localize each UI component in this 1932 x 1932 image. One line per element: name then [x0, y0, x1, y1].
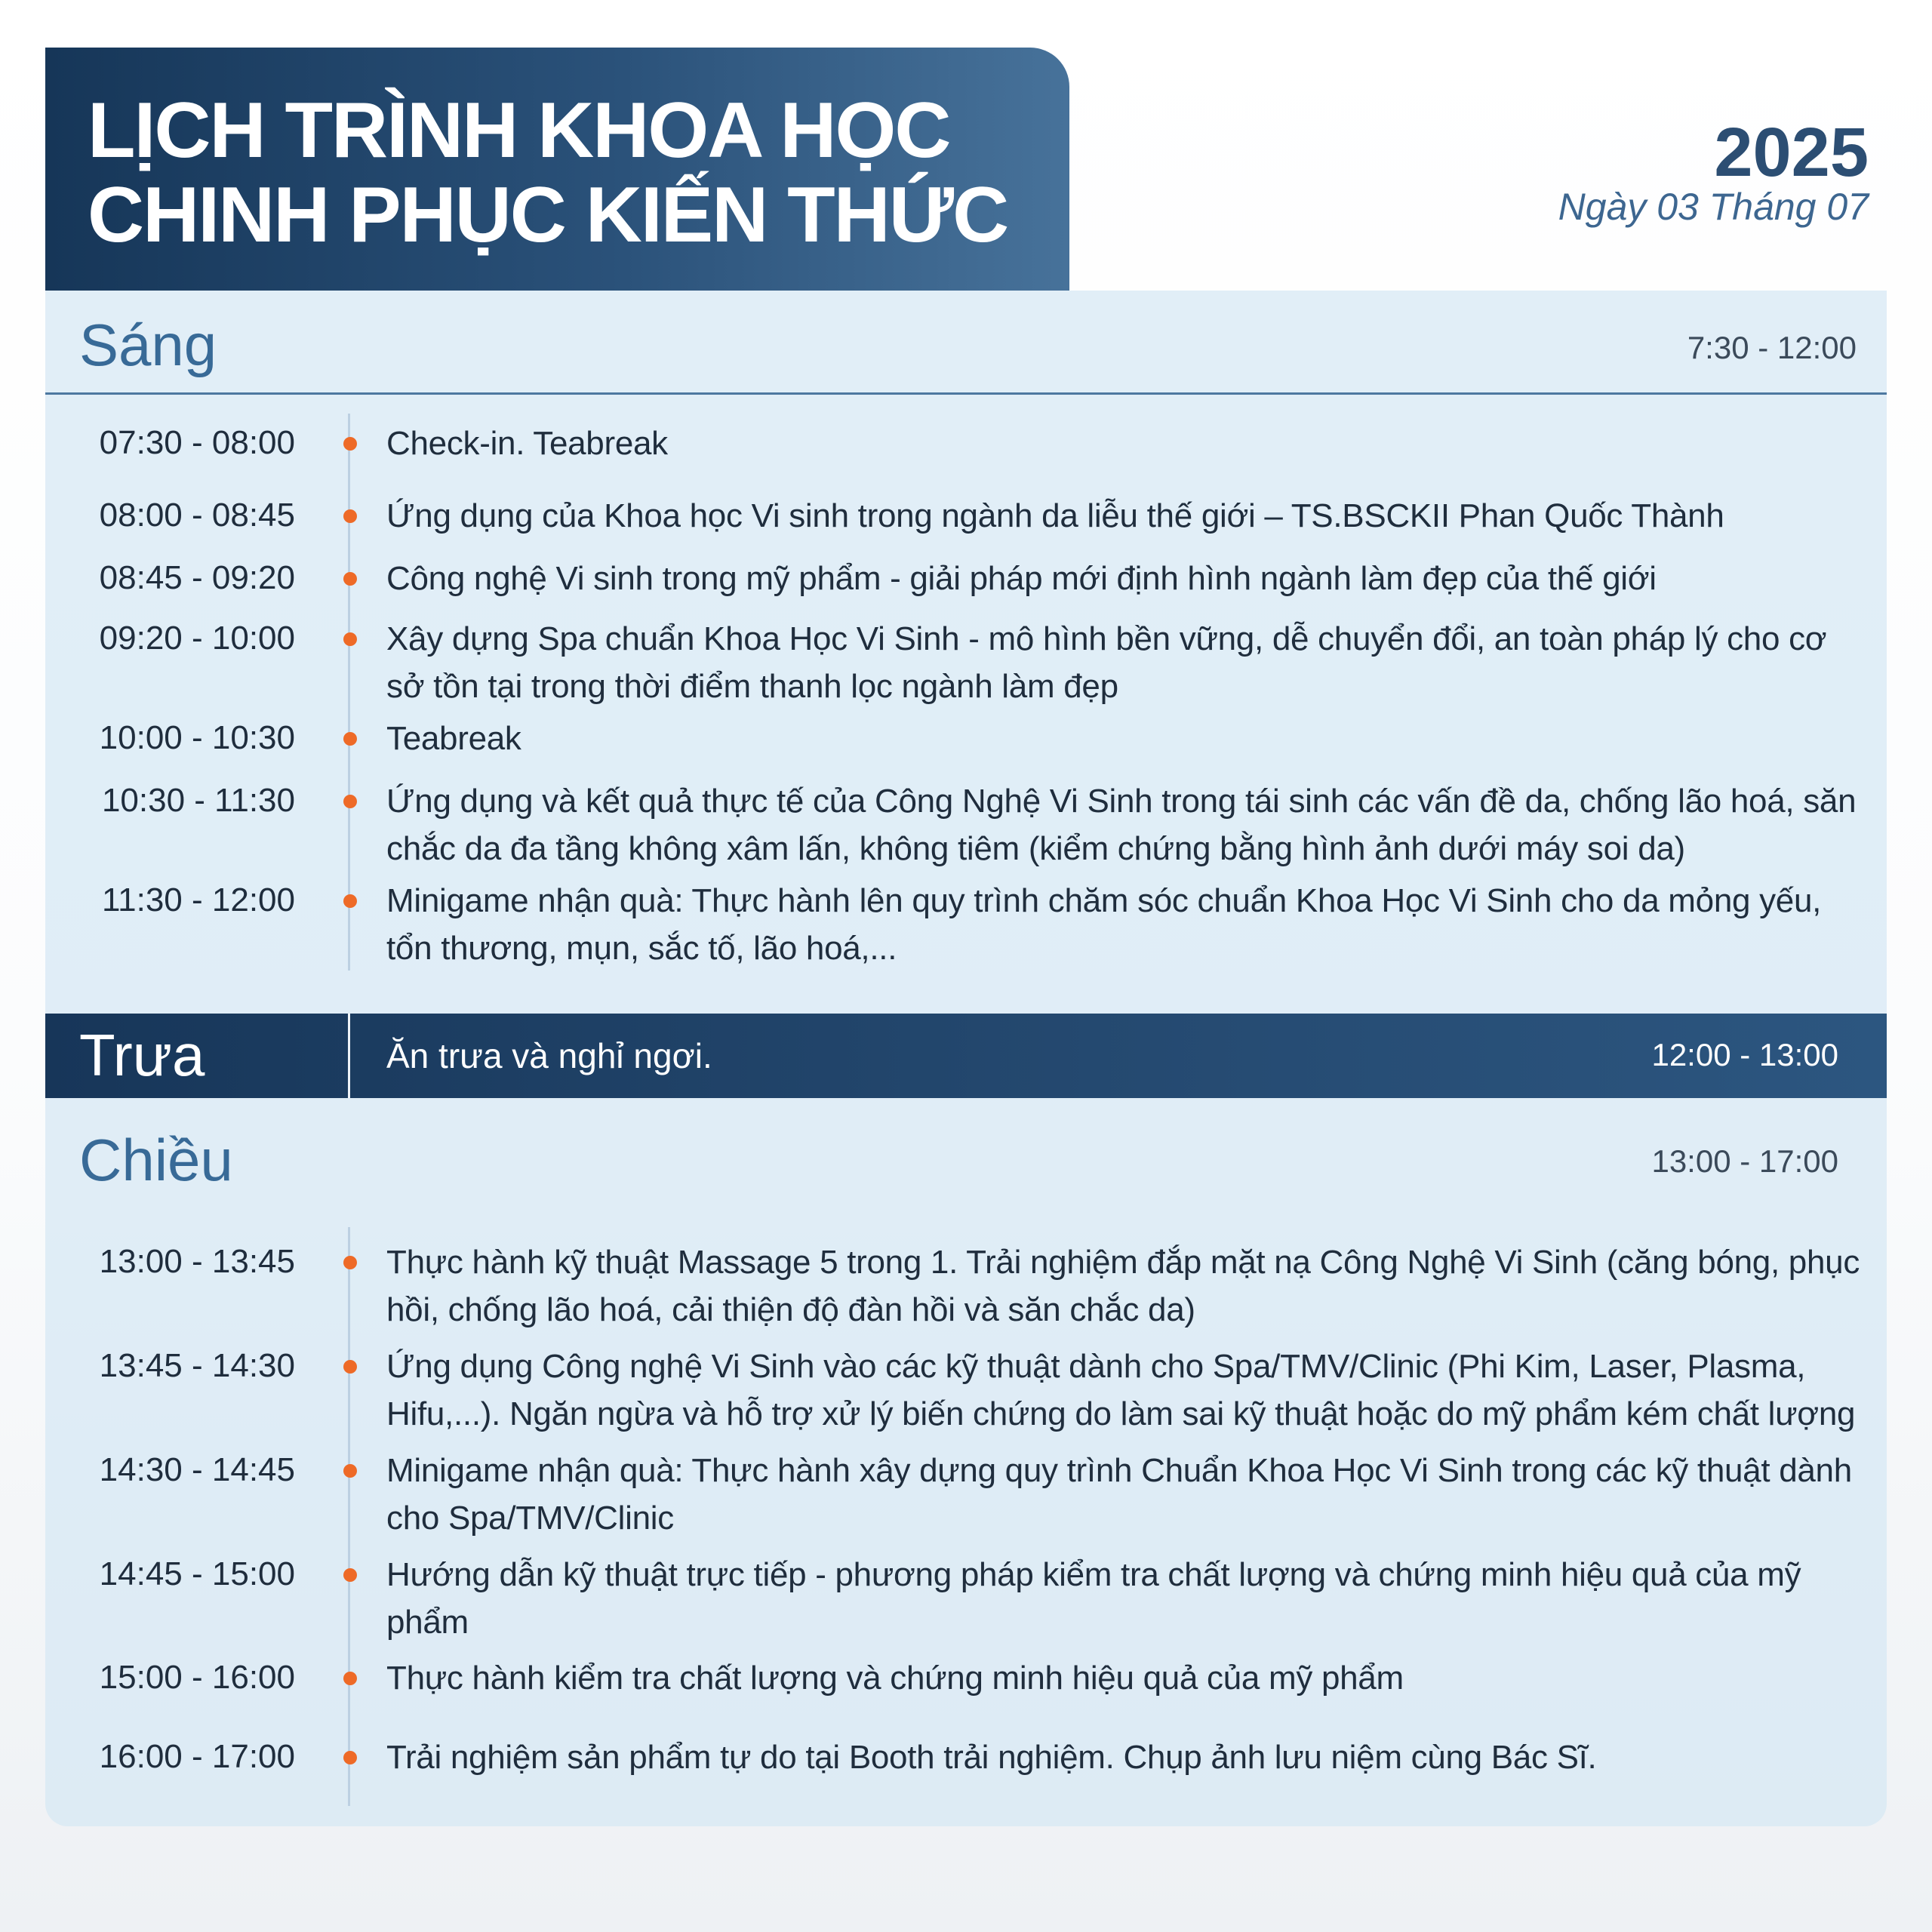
bullet-dot — [343, 1360, 357, 1374]
schedule-desc: Thực hành kiểm tra chất lượng và chứng minh hiệu quả của mỹ phẩm — [386, 1660, 1404, 1697]
bullet-dot — [343, 437, 357, 451]
morning-title: Sáng — [79, 312, 217, 378]
bullet-dot — [343, 894, 357, 908]
lunch-band — [45, 1014, 1887, 1098]
schedule-time: 13:45 - 14:30 — [99, 1347, 295, 1384]
schedule-time: 10:00 - 10:30 — [99, 719, 295, 756]
schedule-time: 09:20 - 10:00 — [99, 620, 295, 657]
schedule-desc: Công nghệ Vi sinh trong mỹ phẩm - giải pháp mới định hình ngành làm đẹp của thế giới — [386, 560, 1657, 597]
schedule-time: 15:00 - 16:00 — [99, 1659, 295, 1696]
lunch-range: 12:00 - 13:00 — [1651, 1037, 1838, 1072]
schedule-time: 13:00 - 13:45 — [99, 1243, 295, 1280]
bullet-dot — [343, 572, 357, 586]
schedule-desc: Minigame nhận quà: Thực hành lên quy trình chăm sóc chuẩn Khoa Học Vi Sinh cho da mỏng yếu, tổn thương, mụn, sắc tố, lão hoá,... — [386, 882, 1822, 967]
lunch-text: Ăn trưa và nghỉ ngơi. — [386, 1036, 712, 1075]
bullet-dot — [343, 632, 357, 646]
bullet-dot — [343, 1568, 357, 1582]
schedule-desc: Ứng dụng của Khoa học Vi sinh trong ngành da liễu thế giới – TS.BSCKII Phan Quốc Thành — [386, 497, 1724, 534]
lunch-title: Trưa — [79, 1022, 205, 1088]
schedule-time: 14:45 - 15:00 — [99, 1555, 295, 1592]
schedule-desc: Check-in. Teabreak — [386, 425, 668, 462]
schedule-time: 16:00 - 17:00 — [99, 1738, 295, 1775]
bullet-dot — [343, 509, 357, 523]
bullet-dot — [343, 1672, 357, 1685]
bullet-dot — [343, 795, 357, 808]
schedule-time: 08:45 - 09:20 — [99, 559, 295, 596]
morning-divider — [45, 392, 1887, 395]
schedule-time: 07:30 - 08:00 — [99, 424, 295, 461]
schedule-desc: Ứng dụng và kết quả thực tế của Công Nghệ Vi Sinh trong tái sinh các vấn đề da, chống lão hoá, săn chắc da đa tầng không xâm lấn, không tiêm (kiểm chứng bằng hình ảnh dưới máy soi da) — [386, 783, 1857, 867]
schedule-time: 11:30 - 12:00 — [101, 881, 295, 918]
schedule-desc: Teabreak — [386, 720, 521, 757]
schedule-time: 10:30 - 11:30 — [101, 782, 295, 819]
schedule-desc: Minigame nhận quà: Thực hành xây dựng quy trình Chuẩn Khoa Học Vi Sinh trong các kỹ thuật dành cho Spa/TMV/Clinic — [386, 1452, 1852, 1537]
schedule-time: 14:30 - 14:45 — [99, 1451, 295, 1488]
event-date: Ngày 03 Tháng 07 — [1558, 186, 1869, 228]
title-line-2: CHINH PHỤC KIẾN THỨC — [88, 171, 1008, 259]
title-line-1: LỊCH TRÌNH KHOA HỌC — [88, 87, 950, 174]
title-banner — [45, 48, 1069, 291]
schedule-desc: Trải nghiệm sản phẩm tự do tại Booth trải nghiệm. Chụp ảnh lưu niệm cùng Bác Sĩ. — [386, 1739, 1597, 1776]
lunch-divider — [348, 1014, 350, 1098]
morning-range: 7:30 - 12:00 — [1687, 330, 1857, 365]
afternoon-range: 13:00 - 17:00 — [1651, 1143, 1838, 1179]
bullet-dot — [343, 1751, 357, 1764]
bullet-dot — [343, 732, 357, 746]
bullet-dot — [343, 1256, 357, 1269]
schedule-time: 08:00 - 08:45 — [99, 497, 295, 534]
morning-timeline — [348, 414, 350, 971]
schedule-desc: Thực hành kỹ thuật Massage 5 trong 1. Trải nghiệm đắp mặt nạ Công Nghệ Vi Sinh (căng bóng, phục hồi, chống lão hoá, cải thiện độ đàn hồi và săn chắc da) — [386, 1244, 1860, 1328]
bullet-dot — [343, 1464, 357, 1478]
schedule-desc: Ứng dụng Công nghệ Vi Sinh vào các kỹ thuật dành cho Spa/TMV/Clinic (Phi Kim, Laser, Plasma, Hifu,...). Ngăn ngừa và hỗ trợ xử lý biến chứng do làm sai kỹ thuật hoặc do mỹ phẩm kém chất lượng — [386, 1348, 1856, 1432]
schedule-desc: Hướng dẫn kỹ thuật trực tiếp - phương pháp kiểm tra chất lượng và chứng minh hiệu quả của mỹ phẩm — [386, 1556, 1801, 1641]
schedule-desc: Xây dựng Spa chuẩn Khoa Học Vi Sinh - mô hình bền vững, dễ chuyển đổi, an toàn pháp lý cho cơ sở tồn tại trong thời điểm thanh lọc ngành làm đẹp — [386, 620, 1827, 705]
afternoon-title: Chiều — [79, 1127, 233, 1193]
afternoon-timeline — [348, 1227, 350, 1806]
event-year: 2025 — [1714, 114, 1869, 191]
